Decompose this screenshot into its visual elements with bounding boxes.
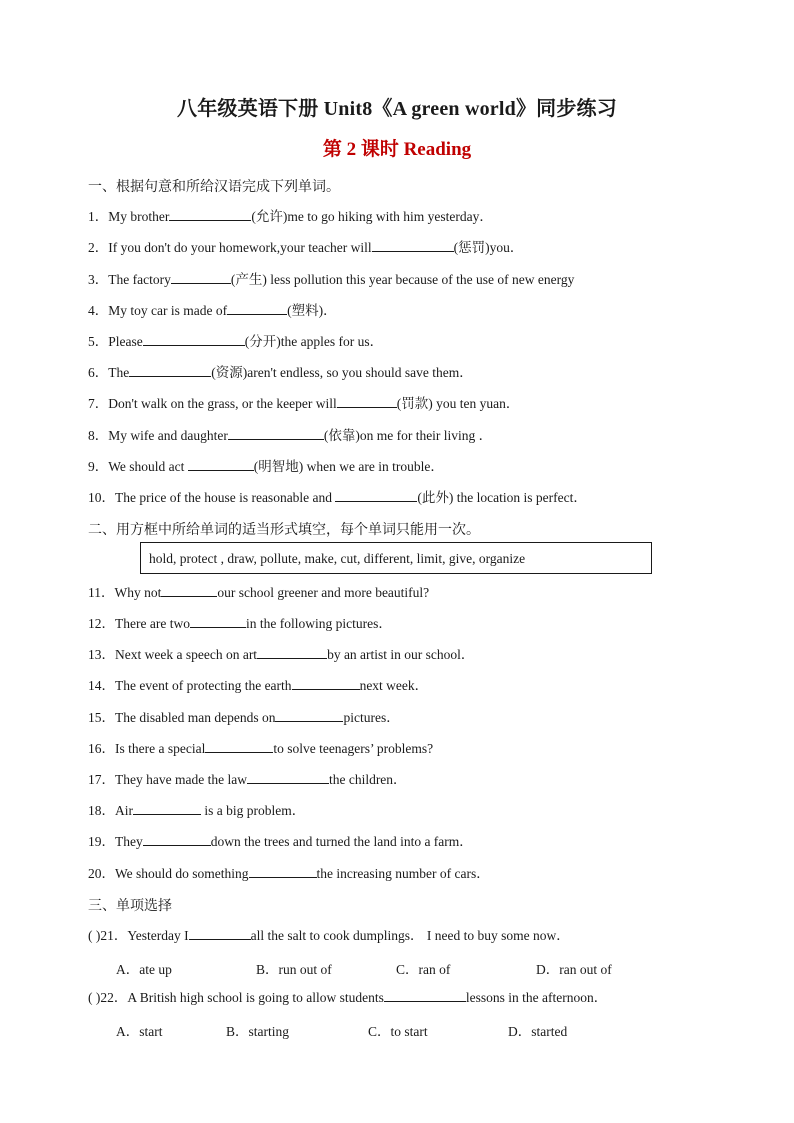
question-21 [88,926,570,945]
question-text: (依靠)on me for their living ． [323,428,493,443]
section-2-heading: 二、用方框中所给单词的适当形式填空，每个单词只能用一次。 [88,523,480,538]
option-c[interactable]: C．ran of [396,962,451,977]
question-text: 11．Why not [88,585,162,600]
question-8 [88,426,492,445]
question-text: 20．We should do something [88,866,249,881]
question-9 [88,457,444,476]
question-text: (允许)me to go hiking with him yesterday． [251,209,493,224]
question-10 [88,488,587,507]
question-7 [88,394,519,413]
question-text: 1．My brother [88,209,170,224]
question-12 [88,614,392,633]
question-text: all the salt to cook dumplings． I need to buy some now． [250,928,570,943]
question-text: the children． [328,772,407,787]
question-text: 15．The disabled man depends on [88,710,276,725]
answer-blank[interactable] [188,457,254,471]
question-text: 6．The [88,365,130,380]
answer-blank[interactable] [161,583,217,597]
question-17 [88,770,407,789]
answer-blank[interactable] [143,332,245,346]
question-text: 16．Is there a special [88,741,206,756]
question-text: next week． [359,678,429,693]
question-text: 3．The factory [88,272,171,287]
question-text: 8．My wife and daughter [88,428,228,443]
answer-blank[interactable] [129,363,211,377]
answer-blank[interactable] [249,864,317,878]
question-text: ( )22．A British high school is going to allow students [88,990,384,1005]
question-3 [88,270,574,289]
question-text: (明智地) when we are in trouble． [253,459,444,474]
question-text: 18．Air [88,803,133,818]
question-13 [88,645,474,664]
question-text: pictures． [343,710,400,725]
question-16 [88,739,433,758]
question-text: down the trees and turned the land into a farm． [210,834,473,849]
question-text: 9．We should act [88,459,188,474]
option-a[interactable]: A．start [116,1024,163,1039]
question-text: 7．Don't walk on the grass, or the keeper will [88,396,337,411]
question-20 [88,864,490,883]
page-subtitle: 第 2 课时 Reading [322,139,472,160]
option-c[interactable]: C．to start [368,1024,428,1039]
question-text: to solve teenagers’ problems? [273,741,434,756]
question-19 [88,832,473,851]
question-text: 13．Next week a speech on art [88,647,258,662]
answer-blank[interactable] [292,676,360,690]
answer-blank[interactable] [171,270,231,284]
question-text: (资源)aren't endless, so you should save them． [211,365,473,380]
answer-blank[interactable] [133,801,201,815]
question-text: (分开)the apples for us． [244,334,384,349]
question-text: 2．If you don't do your homework,your teacher will [88,240,372,255]
question-6 [88,363,473,382]
answer-blank[interactable] [247,770,329,784]
question-text: (惩罚)you． [453,240,524,255]
option-d[interactable]: D．ran out of [536,962,612,977]
question-14 [88,676,428,695]
question-1 [88,207,493,226]
answer-blank[interactable] [384,988,466,1002]
answer-blank[interactable] [189,926,251,940]
answer-blank[interactable] [169,207,251,221]
question-2 [88,238,523,257]
question-text: (此外) the location is perfect． [417,490,587,505]
option-d[interactable]: D．started [508,1024,568,1039]
option-b[interactable]: B．run out of [256,962,332,977]
question-text: 17．They have made the law [88,772,247,787]
question-text: 10．The price of the house is reasonable and [88,490,336,505]
answer-blank[interactable] [372,238,454,252]
question-text: 14．The event of protecting the earth [88,678,292,693]
question-15 [88,708,400,727]
question-text: (塑料)． [287,303,337,318]
answer-blank[interactable] [337,394,397,408]
answer-blank[interactable] [335,488,417,502]
question-4 [88,301,337,320]
question-5 [88,332,383,351]
question-text: lessons in the afternoon． [465,990,608,1005]
page-title: 八年级英语下册 Unit8《A green world》同步练习 [177,98,617,120]
question-text: 4．My toy car is made of [88,303,228,318]
question-text: is a big problem． [201,803,306,818]
answer-blank[interactable] [190,614,246,628]
question-text: in the following pictures． [245,616,392,631]
question-18 [88,801,305,820]
answer-blank[interactable] [205,739,273,753]
answer-blank[interactable] [228,426,324,440]
question-text: 5．Please [88,334,143,349]
question-text: (罚款) you ten yuan． [396,396,520,411]
question-text: ( )21．Yesterday I [88,928,189,943]
option-b[interactable]: B．starting [226,1024,289,1039]
question-text: (产生) less pollution this year because of the use of new energy [230,272,575,287]
section-3-heading: 三、单项选择 [88,899,172,914]
question-text: 19．They [88,834,143,849]
question-22 [88,988,607,1007]
word-bank-box: hold, protect , draw, pollute, make, cut, different, limit, give, organize [140,542,652,574]
section-1-heading: 一、根据句意和所给汉语完成下列单词。 [88,180,340,195]
answer-blank[interactable] [143,832,211,846]
question-11 [88,583,429,602]
question-text: by an artist in our school． [327,647,475,662]
question-text: the increasing number of cars． [316,866,490,881]
question-text: 12．There are two [88,616,190,631]
option-a[interactable]: A．ate up [116,962,172,977]
question-text: our school greener and more beautiful? [217,585,430,600]
answer-blank[interactable] [227,301,287,315]
answer-blank[interactable] [275,708,343,722]
answer-blank[interactable] [257,645,327,659]
